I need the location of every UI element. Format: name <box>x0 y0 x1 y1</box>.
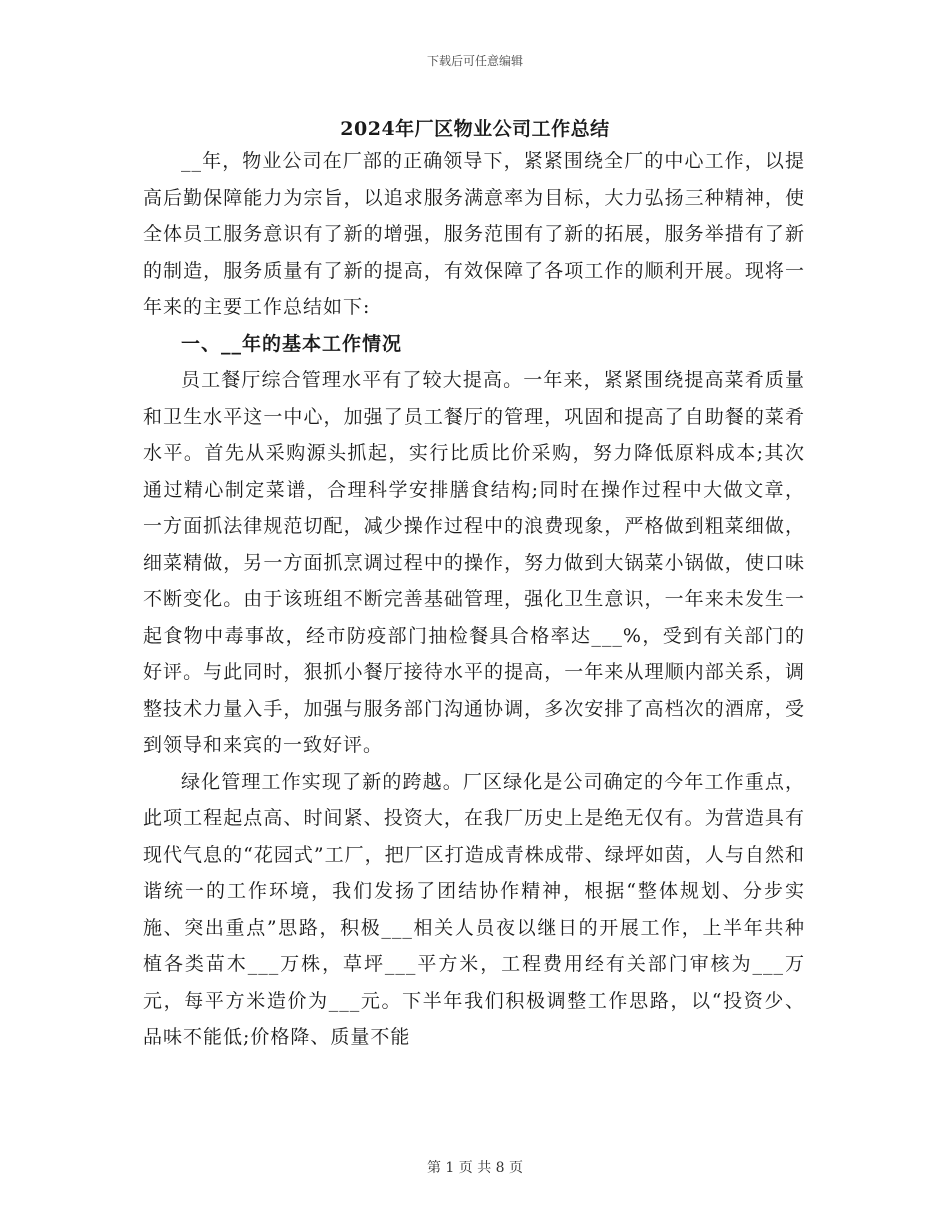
page-number: 第 1 页 共 8 页 <box>426 1160 524 1176</box>
greening-paragraph: 绿化管理工作实现了新的跨越。厂区绿化是公司确定的今年工作重点，此项工程起点高、时间紧、投资大，在我厂历史上是绝无仅有。为营造具有现代气息的“花园式”工厂，把厂区打造成青株成带、绿坪如茵，人与自然和谐统一的工作环境，我们发扬了团结协作精神，根据“整体规划、分步实施、突出重点”思路，积极___相关人员夜以继日的开展工作，上半年共种植各类苗木___万株，草坪___平方米，工程费用经有关部门审核为___万元，每平方米造价为___元。下半年我们积极调整工作思路，以“投资少、品味不能低;价格降、质量不能 <box>143 770 805 1048</box>
section-heading: 一、__年的基本工作情况 <box>181 332 403 355</box>
page-header-note: 下载后可任意编辑 <box>426 54 523 68</box>
document-title: 2024年厂区物业公司工作总结 <box>340 118 610 140</box>
intro-paragraph: __年，物业公司在厂部的正确领导下，紧紧围绕全厂的中心工作，以提高后勤保障能力为宗旨，以追求服务满意率为目标，大力弘扬三种精神，使全体员工服务意识有了新的增强，服务范围有了新的拓展，服务举措有了新的制造，服务质量有了新的提高，有效保障了各项工作的顺利开展。现将一年来的主要工作总结如下: <box>143 150 805 318</box>
document-body <box>143 143 805 1056</box>
canteen-paragraph: 员工餐厅综合管理水平有了较大提高。一年来，紧紧围绕提高菜肴质量和卫生水平这一中心，加强了员工餐厅的管理，巩固和提高了自助餐的菜肴水平。首先从采购源头抓起，实行比质比价采购，努力降低原料成本;其次通过精心制定菜谱，合理科学安排膳食结构;同时在操作过程中大做文章，一方面抓法律规范切配，减少操作过程中的浪费现象，严格做到粗菜细做，细菜精做，另一方面抓烹调过程中的操作，努力做到大锅菜小锅做，使口味不断变化。由于该班组不断完善基础管理，强化卫生意识，一年来未发生一起食物中毒事故，经市防疫部门抽检餐具合格率达___%，受到有关部门的好评。与此同时，狠抓小餐厅接待水平的提高，一年来从理顺内部关系，调整技术力量入手，加强与服务部门沟通协调，多次安排了高档次的酒席，受到领导和来宾的一致好评。 <box>143 369 805 756</box>
